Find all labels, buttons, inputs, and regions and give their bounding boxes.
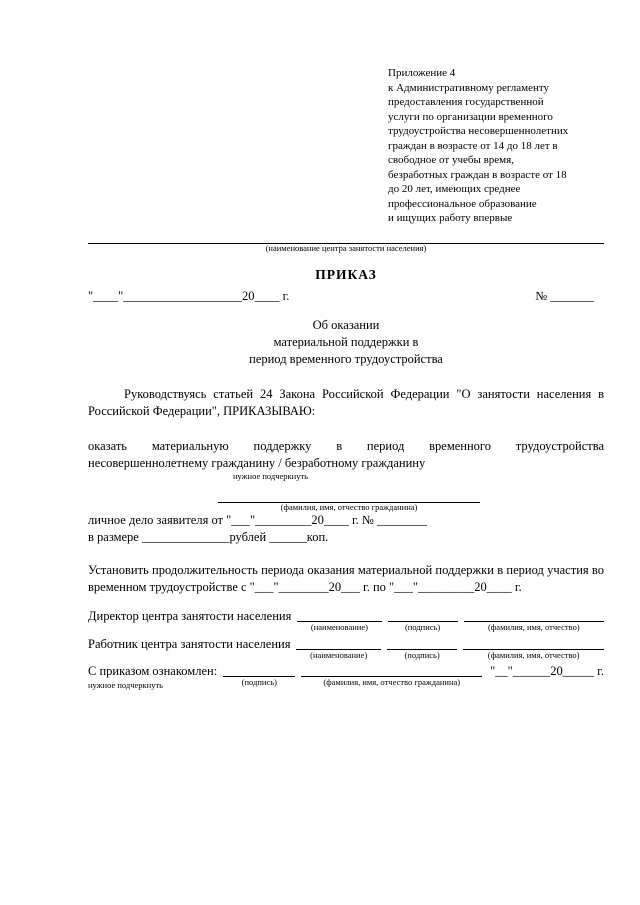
blank-caption: (наименование) bbox=[310, 649, 368, 660]
underline-note: нужное подчеркнуть bbox=[88, 679, 164, 690]
support-line: оказать материальную поддержку в период временного трудоустройства bbox=[88, 438, 604, 453]
signature-blank-line bbox=[296, 636, 380, 650]
worker-sign-blank bbox=[387, 636, 457, 660]
director-name-blank bbox=[297, 608, 381, 632]
appendix-line: услуги по организации временного bbox=[388, 110, 553, 123]
signature-blank-line bbox=[223, 663, 295, 677]
duration-paragraph: Установить продолжительность периода оказания материальной поддержки в период участия во временном трудоустройстве с "___"________20___ г. по "___"_________20____ г. bbox=[88, 563, 604, 595]
acknowledged-date-blank: "__"______20_____ г. bbox=[490, 663, 604, 678]
citizen-name-caption: (фамилия, имя, отчество гражданина) bbox=[280, 501, 418, 512]
preamble-paragraph: Руководствуясь статьей 24 Закона Российской Федерации "О занятости населения в Российской Федерации", ПРИКАЗЫВАЮ: bbox=[88, 386, 604, 418]
order-number-blank: № _______ bbox=[535, 288, 594, 303]
appendix-line: предоставления государственной bbox=[388, 96, 544, 109]
blank-caption: (подпись) bbox=[404, 649, 440, 660]
org-name-caption: (наименование центра занятости населения) bbox=[265, 242, 427, 253]
signature-blank-line bbox=[301, 663, 482, 677]
appendix-line: профессиональное образование bbox=[388, 197, 537, 210]
citizen-name-block bbox=[88, 491, 604, 513]
amount-line: в размере ______________рублей ______коп. bbox=[88, 530, 329, 545]
appendix-line: безработных граждан в возрасте от 18 bbox=[388, 168, 567, 181]
citizen-type-line: несовершеннолетнему гражданину / безработному гражданину bbox=[88, 455, 426, 470]
personal-file-line: личное дело заявителя от "___"_________20____ г. № ________ bbox=[88, 513, 427, 528]
signature-blank-line bbox=[464, 608, 604, 622]
citizen-name-blank-line bbox=[218, 491, 480, 503]
subject-line: период временного трудоустройства bbox=[249, 351, 443, 366]
order-title: ПРИКАЗ bbox=[315, 267, 377, 283]
appendix-line: трудоустройства несовершеннолетних bbox=[388, 125, 569, 138]
acknowledged-fio-blank bbox=[301, 663, 482, 687]
blank-caption: (фамилия, имя, отчество) bbox=[487, 622, 580, 633]
appendix-line: Приложение 4 bbox=[388, 67, 456, 79]
underline-note: нужное подчеркнуть bbox=[233, 470, 309, 481]
appendix-line: к Административному регламенту bbox=[388, 81, 550, 94]
acknowledged-label-block bbox=[88, 663, 217, 690]
appendix-block bbox=[388, 66, 604, 226]
director-signature-row bbox=[88, 608, 604, 632]
signature-blank-line bbox=[387, 636, 457, 650]
subject-line: Об оказании bbox=[312, 317, 380, 332]
appendix-line: свободное от учебы время, bbox=[388, 154, 514, 167]
signature-blank-line bbox=[463, 636, 604, 650]
worker-signature-row bbox=[88, 636, 604, 660]
worker-fio-blank bbox=[463, 636, 604, 660]
subject-line: материальной поддержки в bbox=[273, 334, 419, 349]
order-date-row bbox=[88, 288, 604, 305]
appendix-line: и ищущих работу впервые bbox=[388, 212, 513, 225]
blank-caption: (фамилия, имя, отчество) bbox=[487, 649, 580, 660]
appendix-line: до 20 лет, имеющих среднее bbox=[388, 183, 521, 196]
acknowledged-label: С приказом ознакомлен: bbox=[88, 663, 218, 678]
appendix-line: граждан в возрасте от 14 до 18 лет в bbox=[388, 139, 558, 152]
worker-label: Работник центра занятости населения bbox=[88, 636, 291, 651]
blank-caption: (наименование) bbox=[310, 622, 368, 633]
blank-caption: (фамилия, имя, отчество гражданина) bbox=[323, 676, 461, 687]
director-fio-blank bbox=[464, 608, 604, 632]
acknowledged-sign-blank bbox=[223, 663, 295, 687]
director-sign-blank bbox=[388, 608, 458, 632]
org-name-block bbox=[88, 242, 604, 254]
blank-caption: (подпись) bbox=[241, 676, 277, 687]
worker-name-blank bbox=[296, 636, 380, 660]
acknowledged-row bbox=[88, 663, 604, 690]
blank-caption: (подпись) bbox=[404, 622, 441, 633]
order-subject bbox=[88, 317, 604, 368]
order-date-blank: "____"___________________20____ г. bbox=[88, 288, 290, 303]
signature-blank-line bbox=[297, 608, 381, 622]
signature-blank-line bbox=[388, 608, 458, 622]
director-label: Директор центра занятости населения bbox=[88, 609, 292, 624]
